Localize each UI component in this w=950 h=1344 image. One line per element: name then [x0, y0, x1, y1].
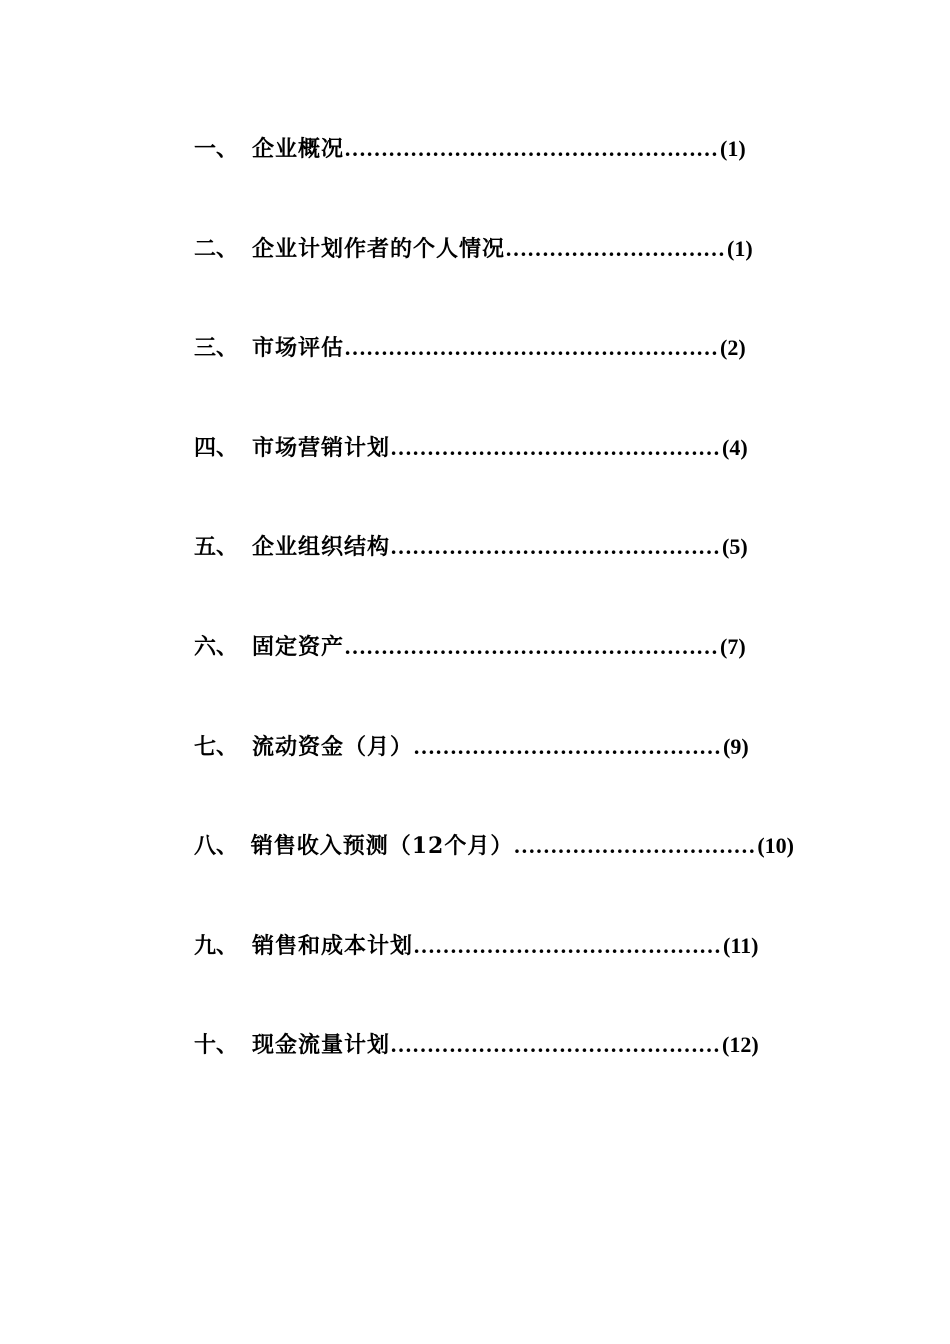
toc-entry-6[interactable]	[194, 624, 794, 724]
toc-entry-4[interactable]	[194, 425, 794, 525]
toc-entry-title: 市场评估	[252, 335, 345, 362]
toc-page-number: (1)	[720, 136, 746, 161]
toc-page-number: (12)	[722, 1032, 759, 1058]
toc-entry-number: 一、	[194, 136, 239, 162]
toc-leader-dots: ……………………………………	[413, 733, 722, 759]
toc-entry-number: 六、	[194, 633, 239, 660]
toc-entry-3[interactable]	[194, 325, 794, 425]
toc-entry-number: 十、	[194, 1032, 239, 1059]
toc-page-number: (10)	[757, 833, 794, 859]
toc-page-number: (5)	[722, 534, 748, 560]
toc-leader-dots: ………………………………………	[390, 434, 721, 460]
toc-entry-title: 市场营销计划	[252, 434, 391, 461]
toc-entry-8[interactable]	[194, 823, 794, 923]
toc-entry-title: 企业组织结构	[252, 534, 391, 561]
toc-entry-title: 流动资金（月）	[252, 733, 414, 760]
toc-entry-9[interactable]	[194, 923, 794, 1023]
toc-entry-number: 九、	[194, 932, 239, 959]
toc-entry-number: 五、	[194, 534, 239, 561]
toc-entry-2[interactable]	[194, 226, 794, 326]
toc-entry-title: 固定资产	[252, 633, 345, 660]
toc-leader-dots: ……………………………………………	[344, 633, 719, 659]
toc-leader-dots: ……………………………………………	[344, 335, 719, 361]
toc-page-number: (2)	[720, 335, 746, 361]
toc-page-number: (1)	[727, 235, 753, 261]
toc-leader-dots: ……………………………………	[413, 932, 722, 958]
toc-leader-dots: ………………………………………	[390, 1032, 721, 1058]
toc-entry-number: 七、	[194, 733, 239, 760]
toc-entry-5[interactable]	[194, 524, 794, 624]
toc-entry-10[interactable]	[194, 1022, 794, 1122]
toc-entry-number: 二、	[194, 235, 239, 262]
toc-entry-title: 销售和成本计划	[252, 932, 414, 959]
toc-page-number: (9)	[723, 733, 749, 759]
toc-page-number: (4)	[722, 434, 748, 460]
toc-entry-title: 企业概况	[252, 136, 345, 162]
toc-page-number: (7)	[720, 633, 746, 659]
toc-entry-number: 八、	[194, 833, 239, 860]
toc-leader-dots: ……………………………	[513, 833, 756, 859]
toc-entry-title: 销售收入预测（12个月）	[250, 833, 514, 860]
toc-entry-title: 现金流量计划	[252, 1032, 391, 1059]
toc-entry-7[interactable]	[194, 724, 794, 824]
toc-leader-dots: ………………………………………	[390, 534, 721, 560]
toc-leader-dots: …………………………	[505, 235, 726, 261]
table-of-contents	[194, 126, 794, 1122]
toc-entry-number: 三、	[194, 335, 239, 362]
toc-leader-dots: ……………………………………………	[344, 136, 719, 161]
toc-entry-title: 企业计划作者的个人情况	[252, 235, 506, 262]
toc-page-number: (11)	[723, 932, 759, 958]
toc-entry-number: 四、	[194, 434, 239, 461]
toc-entry-1[interactable]	[194, 126, 794, 226]
